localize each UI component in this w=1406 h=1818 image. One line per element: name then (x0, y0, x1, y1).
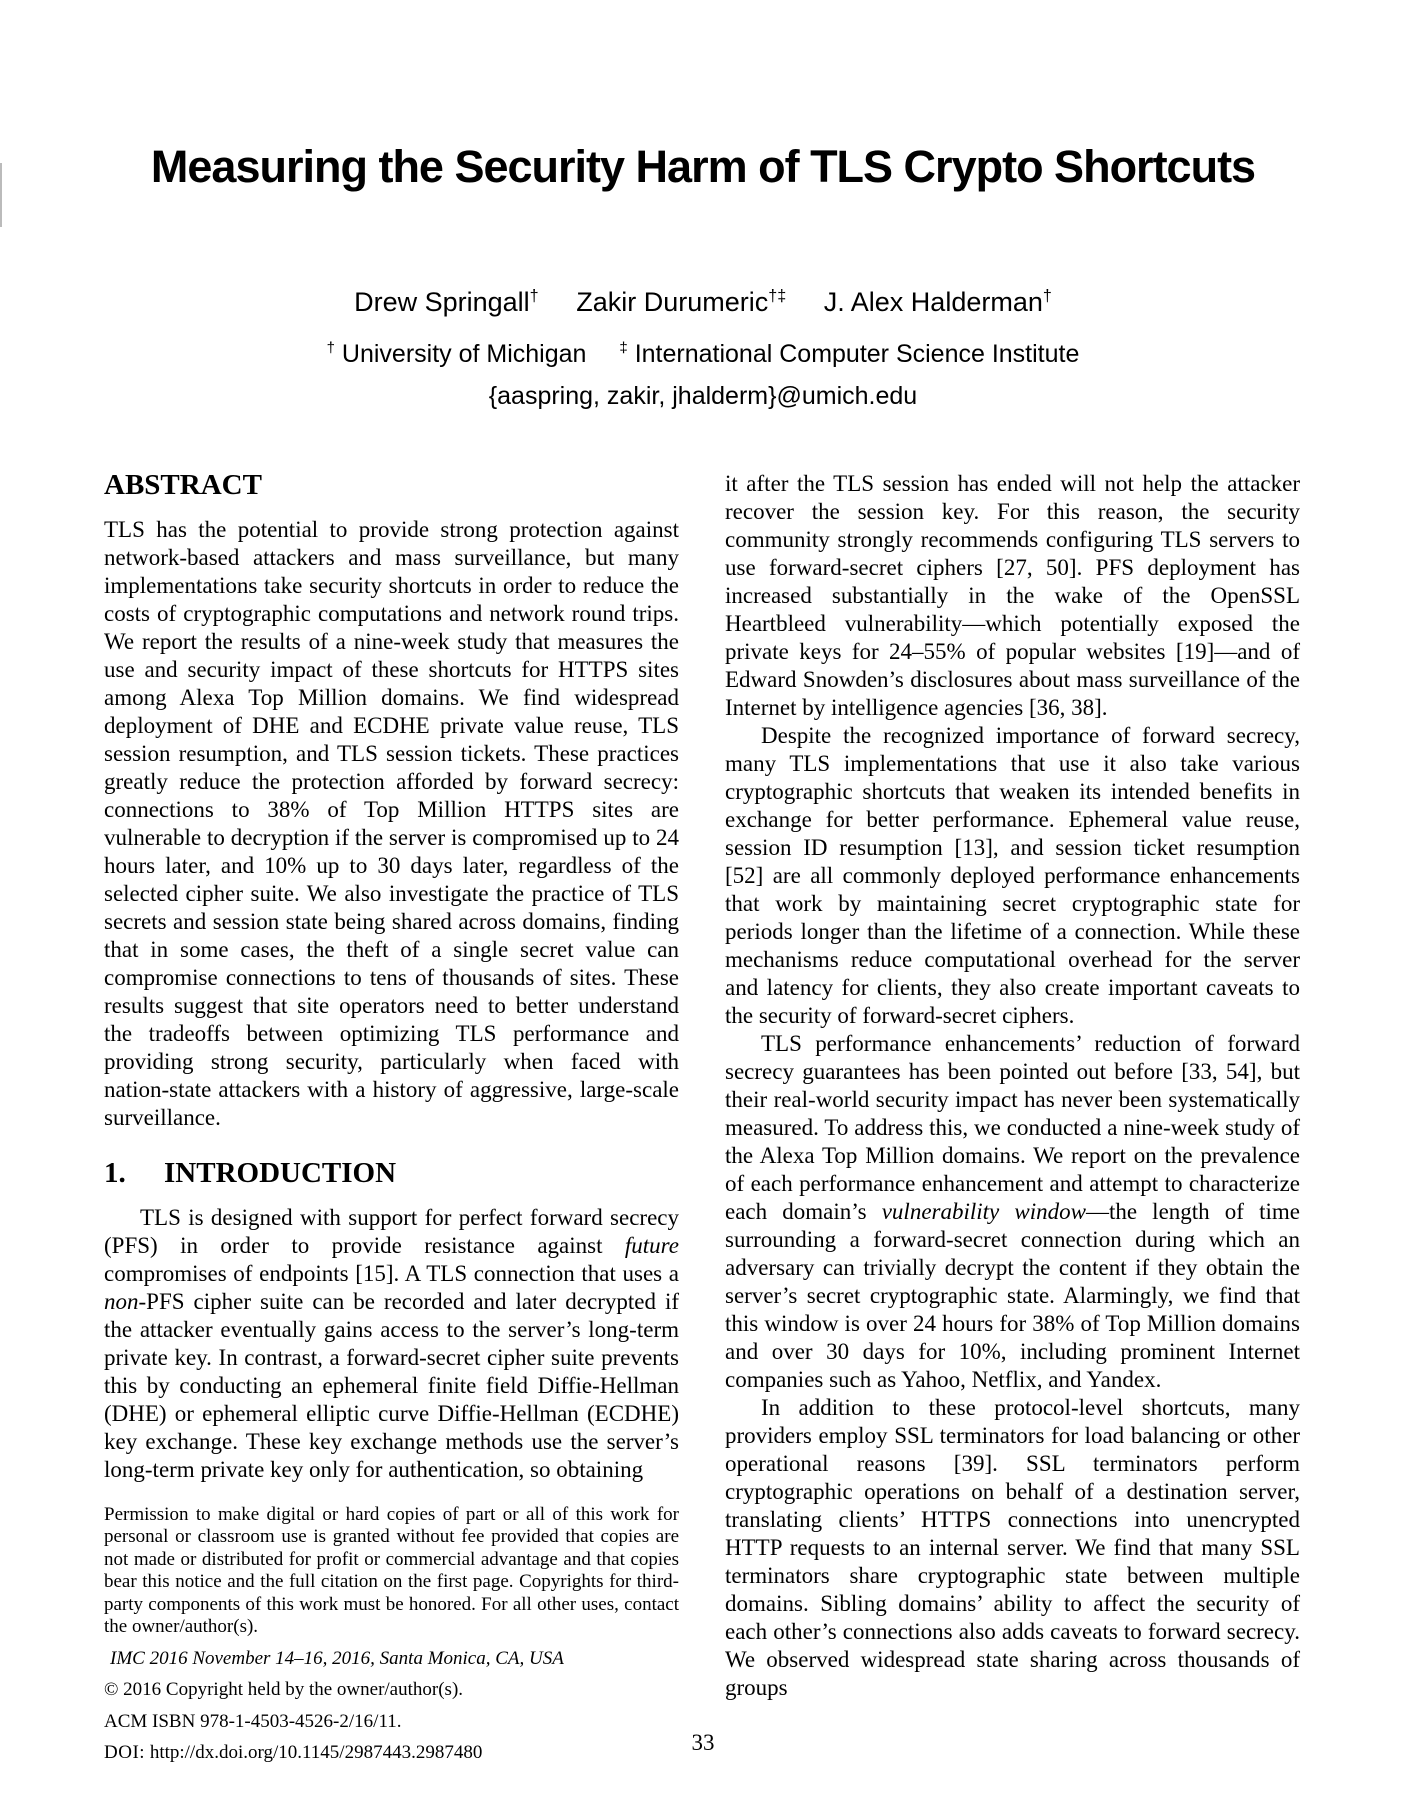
intro-paragraph-1-continued: it after the TLS session has ended will not help the attacker recover the session key. For this reason, the security community strongly recommends configuring TLS servers to use forward-secret ciphers [27, 50]. PFS deployment has increased substantially in the wake of the OpenSSL Heartbleed vulnerability—which potentially exposed the private keys for 24–55% of popular websites [19]—and of Edward Snowden’s disclosures about mass surveillance of the Internet by intelligence agencies [36, 38]. (725, 471, 1300, 720)
affiliation-2-name: International Computer Science Institute (634, 340, 1080, 368)
author-1 (354, 287, 539, 317)
intro-p1-text-3: PFS cipher suite can be recorded and later decrypted if the attacker eventually gains access to the server’s long-term private key. In contrast, a forward-secret cipher suite prevents this by conducting an ephemeral finite field Diffie-Hellman (DHE) or ephemeral elliptic curve Diffie-Hellman (ECDHE) key exchange. These key exchange methods use the server’s long-term private key only for authentication, so obtaining (104, 1288, 679, 1482)
email-line: {aaspring, zakir, jhalderm}@umich.edu (488, 382, 918, 410)
section-heading-introduction (104, 1158, 679, 1190)
intro-p1-text-1: TLS is designed with support for perfect forward secrecy (PFS) in order to provide resistance against (104, 1204, 679, 1258)
author-1-affiliation-mark: † (529, 287, 539, 305)
section-title: INTRODUCTION (164, 1156, 397, 1189)
author-1-name: Drew Springall (354, 287, 530, 317)
intro-paragraph-2: Despite the recognized importance of forward secrecy, many TLS implementations that use it also take various cryptographic shortcuts that weaken its intended benefits in exchange for better performance. Ephemeral value reuse, session ID resumption [13], and session ticket resumption [52] are all commonly deployed performance enhancements that work by maintaining secret cryptographic state for periods longer than the lifetime of a connection. While these mechanisms reduce computational overhead for the server and latency for clients, they also create important caveats to the security of forward-secret ciphers. (725, 723, 1300, 1028)
affiliation-1 (327, 340, 587, 368)
permission-notice: Permission to make digital or hard copies of part or all of this work for personal or classroom use is granted without fee provided that copies are not made or distributed for profit or commercial advantage and that copies bear this notice and the full citation on the first page. Copyrights for third-party components of this work must be honored. For all other uses, contact the owner/author(s). (104, 1503, 679, 1638)
intro-paragraph-3 (725, 1030, 1300, 1394)
affiliation-2-mark: ‡ (619, 339, 628, 357)
abstract-heading: ABSTRACT (104, 469, 262, 501)
author-2-affiliation-mark: †‡ (768, 287, 787, 305)
author-3-name: J. Alex Halderman (823, 287, 1043, 317)
copyright-line: © 2016 Copyright held by the owner/author(s). (104, 1679, 464, 1701)
intro-p3-text-1: TLS performance enhancements’ reduction of forward secrecy guarantees has been pointed out before [33, 54], but their real-world security impact has never been systematically measured. To address this, we conducted a nine-week study of the Alexa Top Million domains. We report on the prevalence of each performance enhancement and attempt to characterize each domain’s (725, 1031, 1300, 1224)
page-number: 33 (691, 1730, 715, 1755)
affiliation-1-name: University of Michigan (341, 340, 587, 368)
isbn-line: ACM ISBN 978-1-4503-4526-2/16/11. (104, 1710, 402, 1732)
affiliation-line (0, 341, 1406, 369)
intro-p1-italic-2: non- (104, 1288, 147, 1314)
right-column (725, 470, 1300, 1765)
copyright-block (104, 1484, 679, 1765)
left-column (104, 470, 679, 1765)
author-2-name: Zakir Durumeric (576, 287, 769, 317)
author-2 (576, 287, 786, 317)
intro-p3-text-2: —the length of time surrounding a forward-secret connection during which an adversary can trivially decrypt the content if they obtain the server’s secret cryptographic state. Alarmingly, we find that this window is over 24 hours for 38% of Top Million domains and over 30 days for 10%, including prominent Internet companies such as Yahoo, Netflix, and Yandex. (725, 1199, 1300, 1392)
author-line (0, 288, 1406, 318)
section-number: 1. (104, 1156, 126, 1189)
intro-p1-text-2: compromises of endpoints [15]. A TLS connection that uses a (104, 1260, 679, 1286)
intro-p1-italic-1: future (624, 1232, 679, 1258)
affiliation-2 (619, 340, 1079, 368)
abstract-body: TLS has the potential to provide strong protection against network-based attackers and mass surveillance, but many implementations take security shortcuts in order to reduce the costs of cryptographic computations and network round trips. We report the results of a nine-week study that measures the use and security impact of these shortcuts for HTTPS sites among Alexa Top Million domains. We find widespread deployment of DHE and ECDHE private value reuse, TLS session resumption, and TLS session tickets. These practices greatly reduce the protection afforded by forward secrecy: connections to 38% of Top Million HTTPS sites are vulnerable to decryption if the server is compromised up to 24 hours later, and 10% up to 30 days later, regardless of the selected cipher suite. We also investigate the practice of TLS secrets and session state being shared across domains, finding that in some cases, the theft of a single secret value can compromise connections to tens of thousands of sites. These results suggest that site operators need to better understand the tradeoffs between optimizing TLS performance and providing strong security, particularly when faced with nation-state attackers with a history of aggressive, large-scale surveillance. (104, 516, 679, 1130)
doi-label: DOI: (104, 1742, 146, 1764)
author-3-affiliation-mark: † (1042, 287, 1052, 305)
venue-line: IMC 2016 November 14–16, 2016, Santa Monica, CA, USA (110, 1647, 564, 1669)
intro-paragraph-1 (104, 1204, 679, 1484)
author-3 (824, 287, 1052, 317)
affiliation-1-mark: † (326, 339, 335, 357)
paper-title: Measuring the Security Harm of TLS Crypto Shortcuts (150, 141, 1256, 192)
intro-p3-italic-1: vulnerability window (881, 1199, 1086, 1224)
doi-url: http://dx.doi.org/10.1145/2987443.2987480 (145, 1742, 483, 1764)
two-column-body (104, 470, 1300, 1765)
intro-paragraph-4: In addition to these protocol-level shortcuts, many providers employ SSL terminators for load balancing or other operational reasons [39]. SSL terminators perform cryptographic operations on behalf of a destination server, translating clients’ HTTPS connections into unencrypted HTTP requests to an internal server. We find that many SSL terminators share cryptographic state between multiple domains. Sibling domains’ ability to affect the security of each other’s connections also adds caveats to forward secrecy. We observed widespread state sharing across thousands of groups (725, 1395, 1300, 1700)
